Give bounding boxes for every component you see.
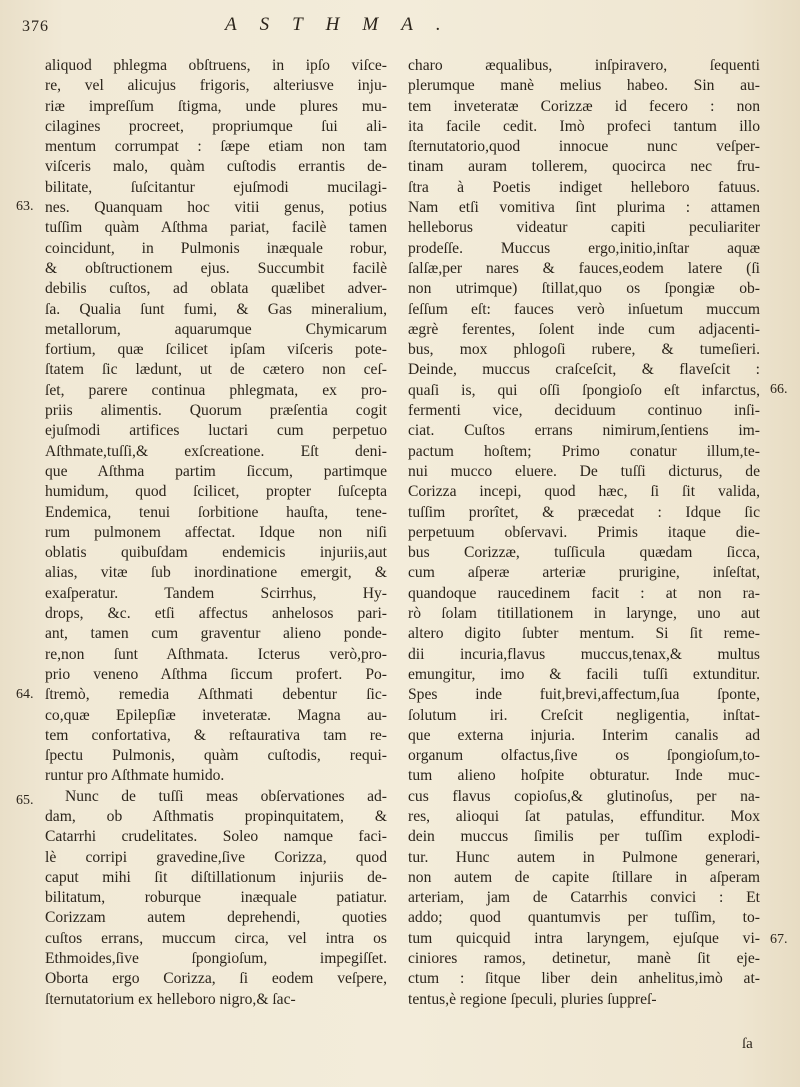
text-line: Spes inde fuit,brevi,affectum,ſua ſponte,	[408, 686, 760, 704]
text-line: tinam auram tollerem, quocirca nec fru-	[408, 158, 760, 176]
text-line: cuſtos errans, muccum circa, vel intra os	[45, 929, 387, 947]
text-line: metallorum, aquarumque Chymicarum	[45, 320, 387, 338]
text-line: & obſtructionem ejus. Succumbit facilè	[45, 259, 387, 277]
text-line: cilagines procreet, propriumque ſui ali-	[45, 117, 387, 135]
text-line: lè corripi gravedine,ſive Corizza, quod	[45, 848, 387, 866]
text-line: Corizzam autem deprehendi, quoties	[45, 909, 387, 927]
text-line: tum quicquid intra laryngem, ejuſque vi-	[408, 929, 760, 947]
text-line: organum olfactus,ſive os ſpongioſum,to-	[408, 747, 760, 765]
text-line: Aſthmate,tuſſi,& exſcreatione. Eſt deni-	[45, 442, 387, 460]
text-line: re, vel alicujus frigoris, alteriusve inju-	[45, 77, 387, 95]
text-line: bus, mox phlogoſi rubere, & tumeſieri.	[408, 341, 760, 359]
text-line: dein muccus ſimilis per tuſſim explodi-	[408, 828, 760, 846]
text-line: priis alimentis. Quorum præſentia cogit	[45, 402, 387, 420]
text-line: Corizza incepi, quod hæc, ſi ſit valida,	[408, 483, 760, 501]
margin-number: 67.	[770, 932, 788, 947]
text-line: plerumque manè melius habeo. Sin au-	[408, 77, 760, 95]
text-line: Endemica, tenui ſorbitione hauſta, tene-	[45, 503, 387, 521]
text-line: alias, vitæ ſub inordinatione emergit, &	[45, 564, 387, 582]
text-line: tentus,è regione ſpeculi, pluries ſuppreſ-	[408, 990, 657, 1008]
text-line: arteriam, jam de Catarrhis convici : Et	[408, 889, 760, 907]
text-line: co,quæ Epilepſiæ inveteratæ. Magna au-	[45, 706, 387, 724]
text-line: ciat. Cuſtos errans nimirum,ſentiens im-	[408, 422, 760, 440]
catchword: ſa	[742, 1036, 753, 1052]
text-line: prodeſſe. Muccus ergo,initio,inſtar aquæ	[408, 239, 760, 257]
text-line: quandoque raucedinem facit : at non ra-	[408, 584, 760, 602]
text-line: nui mucco eluere. De tuſſi dicturus, de	[408, 462, 760, 480]
text-line: res, alioqui ſat patulas, effunditur. Mox	[408, 807, 760, 825]
text-line: ſa. Qualia ſunt fumi, & Gas mineralium,	[45, 300, 387, 318]
text-line: ſternutatorium ex helleboro nigro,& ſac-	[45, 990, 296, 1008]
text-line: ægrè ferentes, ſolent inde cum adjacenti-	[408, 320, 760, 338]
text-line: charo æqualibus, inſpiravero, ſequenti	[408, 57, 760, 74]
text-line: Catarrhi crudelitates. Soleo namque faci-	[45, 828, 387, 846]
text-line: nes. Quanquam hoc vitii genus, potius	[45, 199, 387, 217]
text-line: mentum corrumpat : ſæpe etiam non tam	[45, 138, 387, 156]
text-line: ejuſmodi artifices luctari cum perpetuo	[45, 422, 387, 440]
text-line: ctum : ſitque liber dein anhelitus,imò at-	[408, 970, 760, 988]
text-line: coincidunt, in Pulmonis inæquale robur,	[45, 239, 387, 257]
text-line: oblatis quibuſdam endemicis injuriis,aut	[45, 544, 387, 562]
text-line: Deinde, muccus craſceſcit, & flaveſcit :	[408, 361, 760, 379]
text-line: bilitatum, roburque inæquale patiatur.	[45, 889, 387, 907]
margin-number: 64.	[16, 687, 34, 702]
text-line: Nunc de tuſſi meas obſervationes ad-	[65, 787, 387, 805]
page-number: 376	[22, 18, 49, 35]
text-line: Ethmoides,ſive ſpongioſum, impegiſſet.	[45, 950, 387, 968]
text-line: bus Corizzæ, tuſſicula quædam ſicca,	[408, 544, 760, 562]
text-line: non utrimque) ſtillat,quo os ſpongiæ ob-	[408, 280, 760, 298]
text-line: Oborta ergo Corizza, ſi eodem veſpere,	[45, 970, 387, 988]
text-line: ſpectu Pulmonis, quàm cuſtodis, requi-	[45, 747, 387, 765]
text-line: debilis cuſtos, ad oblata quælibet adver-	[45, 280, 387, 298]
text-line: que externa injuria. Interim canalis ad	[408, 726, 760, 744]
text-line: tem confortativa, & reſtaurativa tam re-	[45, 726, 387, 744]
margin-number: 65.	[16, 793, 34, 808]
text-line: tem inveteratæ Corizzæ id fecero : non	[408, 97, 760, 115]
running-head: ASTHMA.	[225, 14, 464, 35]
left-text-column	[45, 56, 387, 1010]
text-line: helleborus videatur capiti peculiariter	[408, 219, 760, 237]
text-line: emungitur, imo & facili tuſſi extunditur.	[408, 665, 760, 683]
text-line: caput mihi ſit diſtillationum injuriis de-	[45, 868, 387, 886]
right-text-column	[408, 56, 760, 1010]
text-line: ſet, parere continua phlegmata, ex pro-	[45, 381, 387, 399]
text-line: dam, ob Aſthmatis propinquitatem, &	[45, 807, 387, 825]
text-line: cum aſperæ arteriæ prurigine, inſeſtat,	[408, 564, 760, 582]
page-header	[0, 12, 800, 52]
text-line: runtur pro Aſthmate humido.	[45, 767, 225, 785]
text-line: viſceris malo, quàm cuſtodis errantis de-	[45, 158, 387, 176]
text-line: ſolutum iri. Creſcit negligentia, inſtat-	[408, 706, 760, 724]
text-line: humidum, quod ſcilicet, propter ſuſcepta	[45, 483, 387, 501]
text-line: tuſſim prorîtet, & præcedat : Idque ſic	[408, 503, 760, 521]
text-line: ſtra à Poetis indiget helleboro fatuus.	[408, 178, 760, 196]
text-line: tuſſim quàm Aſthma pariat, facilè tamen	[45, 219, 387, 237]
text-line: bilitate, ſuſcitantur ejuſmodi mucilagi-	[45, 178, 387, 196]
text-line: ſalſæ,per nares & fauces,eodem latere (ſi	[408, 259, 760, 277]
text-line: ant, tamen cum graventur alieno ponde-	[45, 625, 387, 643]
text-line: addo; quod quantumvis per tuſſim, to-	[408, 909, 760, 927]
text-line: quaſi is, qui oſſi ſpongioſo eſt infarctus,	[408, 381, 760, 399]
text-line: ſtatem ſic lædunt, ut de cætero non ceſ-	[45, 361, 387, 379]
text-line: tur. Hunc autem in Pulmone generari,	[408, 848, 760, 866]
text-line: ſeſſum eſt: fauces verò inſuetum muccum	[408, 300, 760, 318]
text-line: drops, &c. etſi affectus anhelosos pari-	[45, 605, 387, 623]
margin-number: 66.	[770, 382, 788, 397]
text-line: pactum hoſtem; Primo conatur illum,te-	[408, 442, 760, 460]
text-line: ſtremò, remedia Aſthmati debentur ſic-	[45, 686, 387, 704]
text-line: rò ſolam titillationem in larynge, uno aut	[408, 605, 760, 623]
text-line: altero digito ſubter mentum. Si ſit reme-	[408, 625, 760, 643]
text-line: ciniores ramos, detinetur, manè ſit eje-	[408, 950, 760, 968]
text-line: ita facile cedit. Imò profeci tantum illo	[408, 117, 760, 135]
text-line: dii incuria,flavus muccus,tenax,& multus	[408, 645, 760, 663]
text-line: fortium, quæ ſcilicet ipſam viſceris pote-	[45, 341, 387, 359]
text-line: que Aſthma partim ſiccum, partimque	[45, 462, 387, 480]
text-line: prio veneno Aſthma ſiccum profert. Po-	[45, 665, 387, 683]
text-line: rum pulmonem affectat. Idque non niſi	[45, 523, 387, 541]
text-line: fermenti vice, deciduum continuo inſi-	[408, 402, 760, 420]
text-line: cus flavus copioſus,& glutinoſus, per na-	[408, 787, 760, 805]
text-line: re,non ſunt Aſthmata. Icterus verò,pro-	[45, 645, 387, 663]
text-line: perpetuum obſervavi. Primis itaque die-	[408, 523, 760, 541]
text-line: ſternutatorio,quod innocue nunc veſper-	[408, 138, 760, 156]
text-line: riæ impreſſum ſtigma, unde plures mu-	[45, 97, 387, 115]
margin-number: 63.	[16, 199, 34, 214]
text-line: tum alieno hoſpite obturatur. Inde muc-	[408, 767, 760, 785]
text-line: exaſperatur. Tandem Scirrhus, Hy-	[45, 584, 387, 602]
text-line: aliquod phlegma obſtruens, in ipſo viſce-	[45, 57, 387, 74]
text-line: non autem de capite ſtillare in aſperam	[408, 868, 760, 886]
text-line: Nam etſi vomitiva ſint plurima : attamen	[408, 199, 760, 217]
